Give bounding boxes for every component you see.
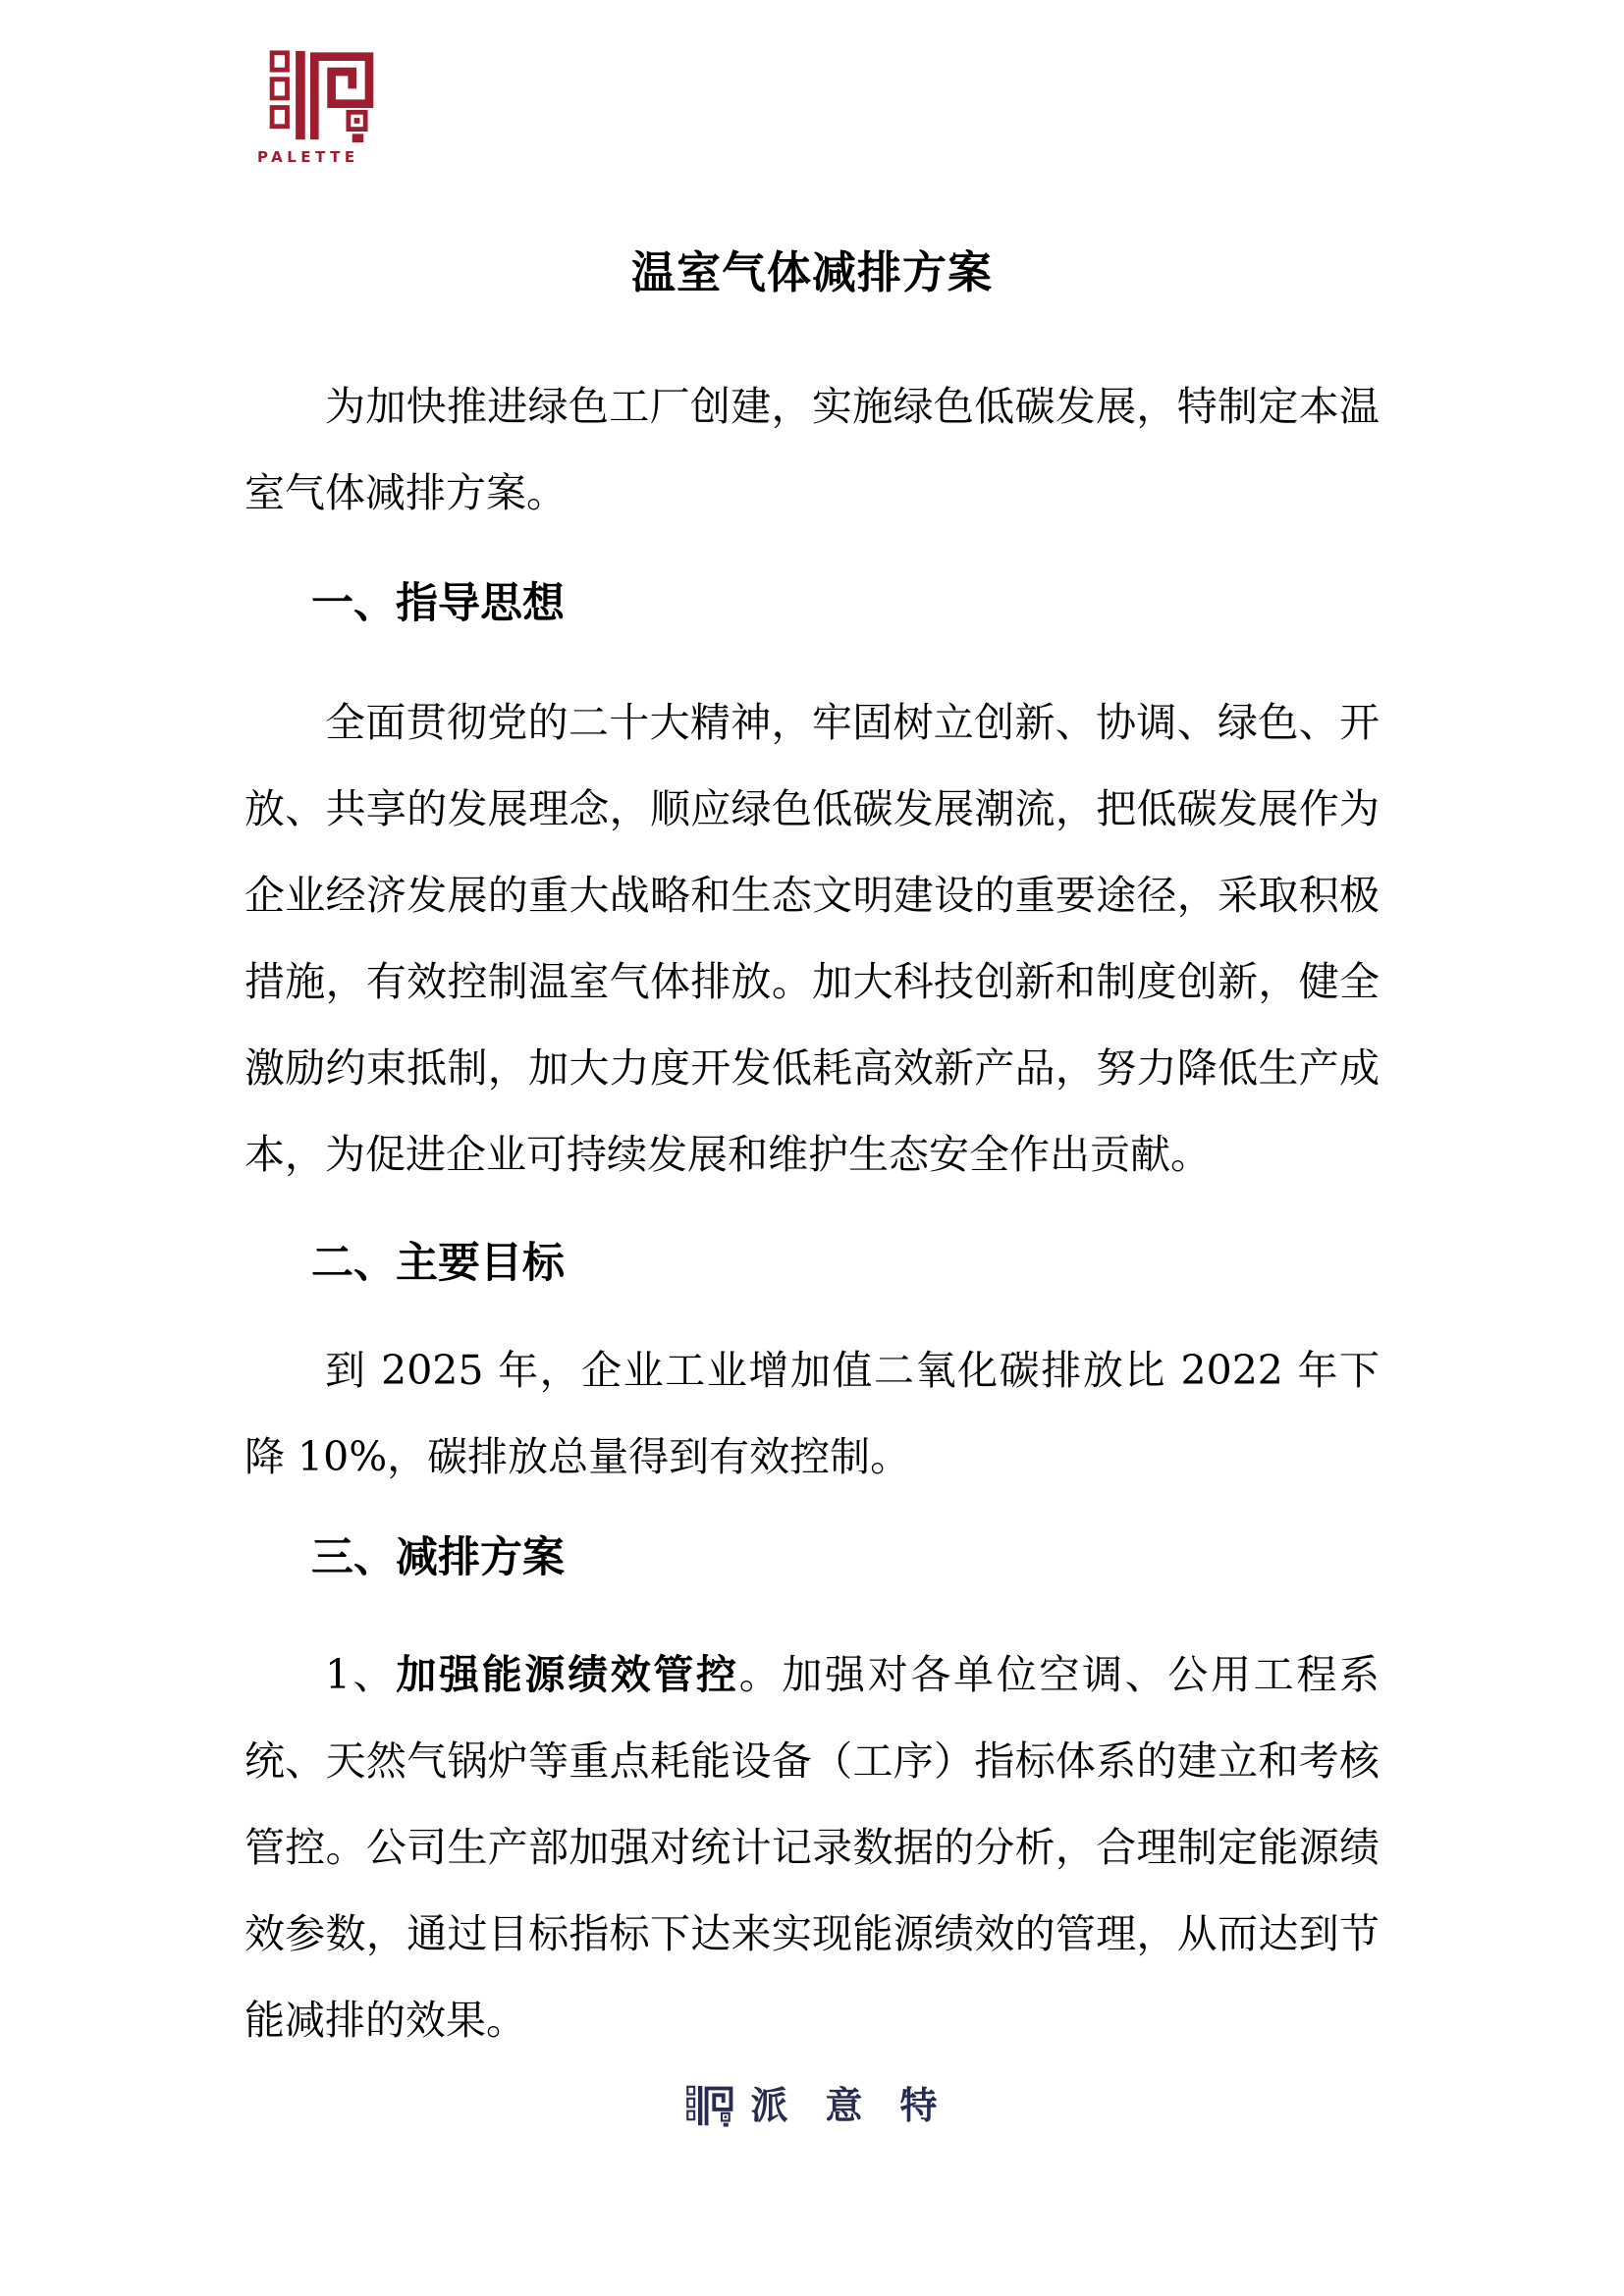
item-lead-bold: 加强能源绩效管控 [396, 1651, 739, 1698]
paragraph-reduction-item-1 [244, 1631, 1380, 2063]
document-title: 温室气体减排方案 [630, 246, 993, 298]
intro-paragraph: 为加快推进绿色工厂创建，实施绿色低碳发展，特制定本温室气体减排方案。 [244, 383, 1380, 516]
section-heading-guiding-ideology: 一、指导思想 [311, 579, 565, 628]
item-body: 。加强对各单位空调、公用工程系统、天然气锅炉等重点耗能设备（工序）指标体系的建立和考核管控。公司生产部加强对统计记录数据的分析，合理制定能源绩效参数，通过目标指标下达来实现能源绩效的管理，从而达到节能减排的效果。 [244, 1651, 1380, 2044]
paragraph-guiding-ideology: 全面贯彻党的二十大精神，牢固树立创新、协调、绿色、开放、共享的发展理念，顺应绿色低碳发展潮流，把低碳发展作为企业经济发展的重大战略和生态文明建设的重要途径，采取积极措施，有效控制温室气体排放。加大科技创新和制度创新，健全激励约束抵制，加大力度开发低耗高效新产品，努力降低生产成本，为促进企业可持续发展和维护生态安全作出贡献。 [244, 699, 1380, 1178]
palette-wordmark: PALETTE [257, 148, 359, 166]
item-number: 1、 [325, 1651, 397, 1698]
paragraph-main-goals: 到 2025 年，企业工业增加值二氧化碳排放比 2022 年下降 10%，碳排放总量得到有效控制。 [244, 1347, 1380, 1480]
footer-brand-char: 特 [899, 2084, 938, 2127]
footer-brand-char: 派 [750, 2084, 788, 2127]
section-heading-reduction-plan: 三、减排方案 [311, 1533, 565, 1582]
document-content [244, 0, 1380, 2063]
paiyite-maze-logo-icon [686, 2084, 733, 2128]
section-heading-main-goals: 二、主要目标 [311, 1239, 565, 1288]
footer [0, 2083, 1624, 2128]
footer-brand-char: 意 [825, 2084, 863, 2127]
footer-brand-name [750, 2083, 937, 2128]
